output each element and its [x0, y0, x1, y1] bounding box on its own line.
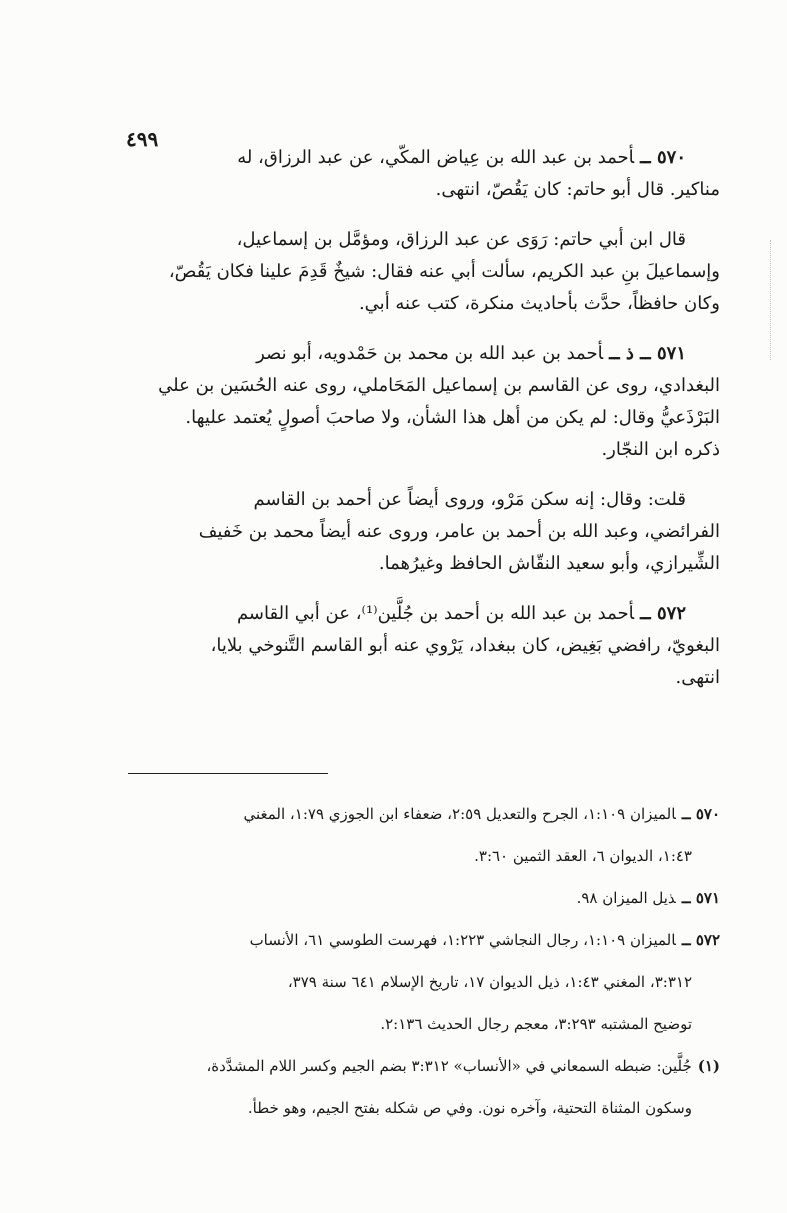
footnote-line: ذيل الميزان ٩٨. [576, 889, 676, 907]
entry-line: أحمد بن عبد الله بن محمد بن حَمْدويه، أبو نصر [256, 343, 604, 364]
footnote-line: توضيح المشتبه ٣:٢٩٣، معجم رجال الحديث ٢:١٣٦. [380, 1015, 692, 1033]
footnote-572 [128, 927, 720, 1038]
entry-number: ٥٧٢ ــ [640, 603, 686, 624]
footnote-number: (١) [697, 1057, 720, 1075]
entry-line: البغويّ، رافضي بَغِيض، كان ببغداد، يَرْوي عنه أبو القاسم التَّنوخي بلايا، [210, 635, 720, 656]
footnote-570 [128, 801, 720, 870]
entry-line: انتهى. [675, 667, 720, 688]
entry-line: البغدادي، روى عن القاسم بن إسماعيل المَحَاملي، روى عنه الحُسَين بن علي [158, 375, 720, 396]
entry-571-note [128, 484, 720, 580]
footnote-line: وسكون المثناة التحتية، وآخره نون. وفي ص شكله بفتح الجيم، وهو خطأ. [247, 1099, 692, 1117]
entry-572 [128, 598, 720, 694]
entry-number: ٥٧٠ ــ [640, 147, 686, 168]
footnote-number: ٥٧٠ ــ [681, 805, 720, 823]
footnote-line: جُلَّين: ضبطه السمعاني في «الأنساب» ٣:٣١٢ بضم الجيم وكسر اللام المشدَّدة، [206, 1057, 692, 1075]
footnote-number: ٥٧٢ ــ [681, 931, 720, 949]
footnotes [128, 786, 720, 1137]
footnote-divider [128, 773, 328, 774]
entry-570 [128, 142, 720, 206]
entry-line: ذكره ابن النجّار. [601, 439, 720, 460]
entry-line: وكان حافظاً، حدَّث بأحاديث منكرة، كتب عنه أبي. [358, 293, 720, 314]
entry-line: قال ابن أبي حاتم: رَوَى عن عبد الرزاق، ومؤمَّل بن إسماعيل، [236, 229, 686, 250]
footnote-line: ٣:٣١٢، المغني ١:٤٣، ذيل الديوان ١٧، تاريخ الإسلام ٦٤١ سنة ٣٧٩، [287, 973, 692, 991]
footnote-line: الميزان ١:١٠٩، الجرح والتعديل ٢:٥٩، ضعفاء ابن الجوزي ١:٧٩، المغني [243, 805, 676, 823]
footnote-1 [128, 1053, 720, 1122]
footnote-571 [128, 885, 720, 912]
page-number: ٤٩٩ [126, 127, 159, 151]
entry-570-quote [128, 224, 720, 320]
entry-line: أحمد بن عبد الله بن أحمد بن جُلَّين⁽¹⁾، عن أبي القاسم [236, 603, 635, 624]
entry-number: ٥٧١ ــ ذ ــ [609, 343, 686, 364]
entry-line: مناكير. قال أبو حاتم: كان يَقُصّ، انتهى. [435, 179, 720, 200]
main-text [128, 142, 720, 712]
footnote-number: ٥٧١ ــ [681, 889, 720, 907]
entry-line: وإسماعيلَ بنِ عبد الكريم، سألت أبي عنه فقال: شيخٌ قَدِمَ علينا فكان يَقُصّ، [168, 261, 720, 282]
entry-line: الفرائضي، وعبد الله بن أحمد بن عامر، وروى عنه أيضاً محمد بن خَفيف [198, 521, 720, 542]
footnote-line: ١:٤٣، الديوان ٦، العقد الثمين ٣:٦٠. [474, 847, 692, 865]
entry-line: البَرْذَعيُّ وقال: لم يكن من أهل هذا الشأن، ولا صاحبَ أصولٍ يُعتمد عليها. [185, 407, 720, 428]
entry-line: الشِّيرازي، وأبو سعيد النقّاش الحافظ وغيرُهما. [378, 553, 720, 574]
footnote-line: الميزان ١:١٠٩، رجال النجاشي ١:٢٢٣، فهرست الطوسي ٦١، الأنساب [249, 931, 676, 949]
entry-line: قلت: وقال: إنه سكن مَرْو، وروى أيضاً عن أحمد بن القاسم [253, 489, 686, 510]
entry-line: أحمد بن عبد الله بن عِياض المكّي، عن عبد الرزاق، له [237, 147, 635, 168]
entry-571 [128, 338, 720, 466]
